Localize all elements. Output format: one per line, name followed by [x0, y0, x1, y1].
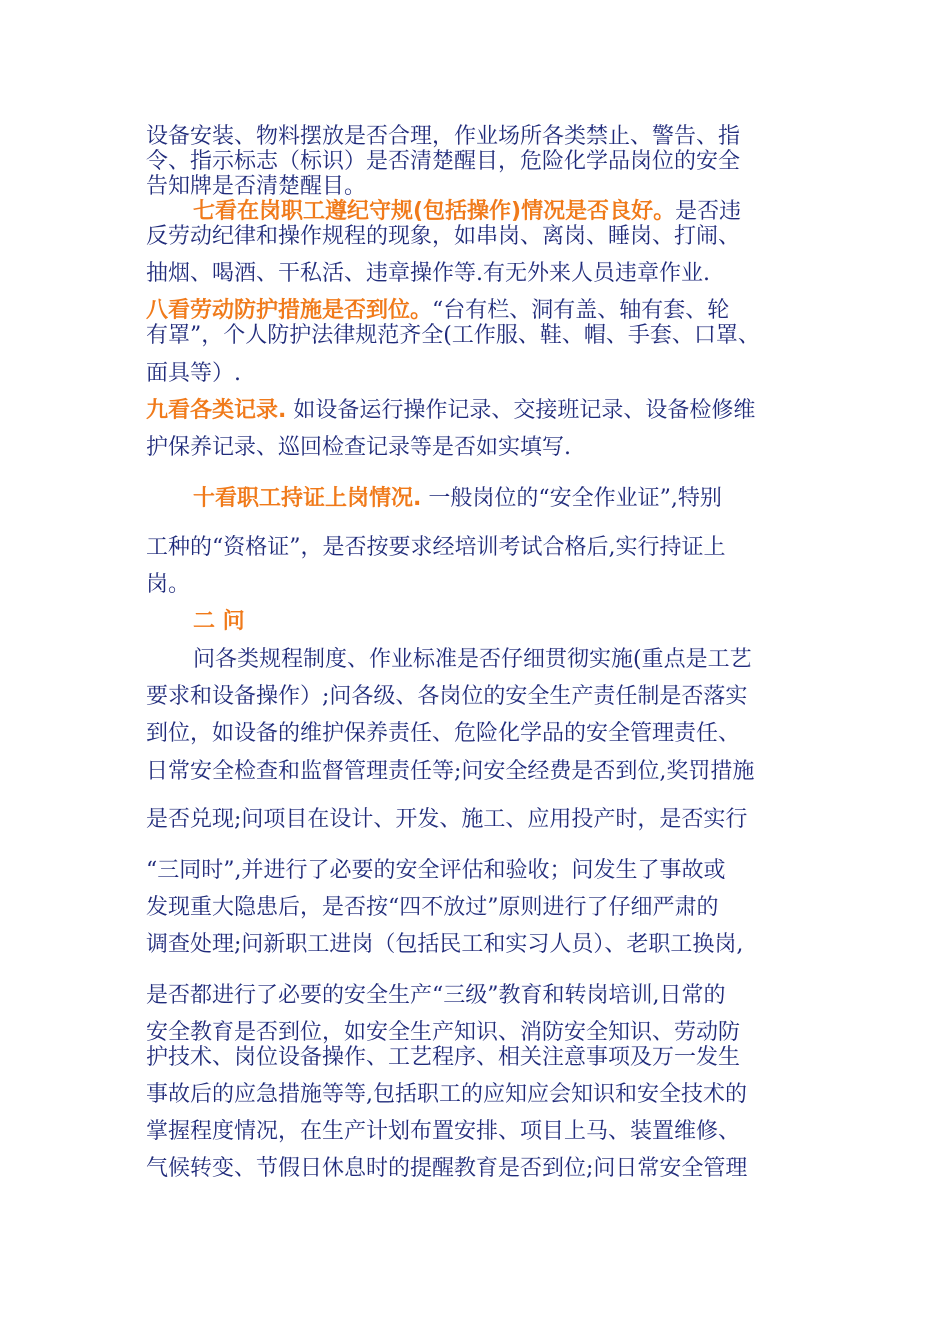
paragraph-line: 告知牌是否清楚醒目。: [146, 174, 367, 199]
section-seven-heading: 七看在岗职工遵纪守规(包括操作)情况是否良好。: [193, 199, 676, 224]
paragraph-line: 要求和设备操作）;问各级、各岗位的安全生产责任制是否落实: [146, 684, 748, 709]
paragraph-line: 有罩”，个人防护法律规范齐全(工作服、鞋、帽、手套、口罩、: [146, 323, 760, 348]
paragraph-line: 发现重大隐患后，是否按“四不放过”原则进行了仔细严肃的: [146, 895, 719, 920]
paragraph-line: “三同时”,并进行了必要的安全评估和验收；问发生了事故或: [146, 858, 726, 883]
paragraph-line: 设备安装、物料摆放是否合理，作业场所各类禁止、警告、指: [146, 124, 741, 149]
paragraph-line: 岗。: [146, 572, 191, 597]
paragraph-line: 调查处理;问新职工进岗（包括民工和实习人员）、老职工换岗,: [146, 932, 744, 957]
section-ten-heading-line: 十看职工持证上岗情况. 一般岗位的“安全作业证”,特别: [193, 486, 722, 511]
section-seven-heading-line: 七看在岗职工遵纪守规(包括操作)情况是否良好。是否违: [193, 199, 742, 224]
section-ask-heading: 二 问: [193, 609, 245, 634]
paragraph-line: 面具等）.: [146, 361, 241, 386]
paragraph-line: 事故后的应急措施等等,包括职工的应知应会知识和安全技术的: [146, 1082, 747, 1107]
paragraph-line: 工种的“资格证”，是否按要求经培训考试合格后,实行持证上: [146, 535, 726, 560]
section-eight-heading-line: 八看劳动防护措施是否到位。“台有栏、洞有盖、轴有套、轮: [146, 298, 730, 323]
section-nine-heading-line: 九看各类记录. 如设备运行操作记录、交接班记录、设备检修维: [146, 398, 756, 423]
paragraph-line: 安全教育是否到位，如安全生产知识、消防安全知识、劳动防: [146, 1020, 741, 1045]
section-ask-heading-line: [193, 608, 245, 636]
paragraph-line: 问各类规程制度、作业标准是否仔细贯彻实施(重点是工艺: [193, 647, 752, 672]
paragraph-line: 掌握程度情况，在生产计划布置安排、项目上马、装置维修、: [146, 1119, 741, 1144]
paragraph-line: 到位，如设备的维护保养责任、危险化学品的安全管理责任、: [146, 721, 741, 746]
section-ten-heading: 十看职工持证上岗情况.: [193, 486, 422, 511]
paragraph-line: 气候转变、节假日休息时的提醒教育是否到位;问日常安全管理: [146, 1156, 748, 1181]
paragraph-line: 抽烟、喝酒、干私活、违章操作等.有无外来人员违章作业.: [146, 261, 710, 286]
paragraph-line: 护技术、岗位设备操作、工艺程序、相关注意事项及万一发生: [146, 1045, 741, 1070]
section-eight-heading: 八看劳动防护措施是否到位。: [146, 298, 433, 323]
paragraph-line: 是否都进行了必要的安全生产“三级”教育和转岗培训,日常的: [146, 983, 726, 1008]
paragraph-line: 反劳动纪律和操作规程的现象，如串岗、离岗、睡岗、打闹、: [146, 224, 741, 249]
section-nine-heading: 九看各类记录.: [146, 398, 287, 423]
paragraph-line: 护保养记录、巡回检查记录等是否如实填写.: [146, 435, 571, 460]
paragraph-line: 令、指示标志（标识）是否清楚醒目，危险化学品岗位的安全: [146, 149, 741, 174]
paragraph-line: 是否兑现;问项目在设计、开发、施工、应用投产时，是否实行: [146, 807, 748, 832]
paragraph-line: 日常安全检查和监督管理责任等;问安全经费是否到位,奖罚措施: [146, 759, 755, 784]
